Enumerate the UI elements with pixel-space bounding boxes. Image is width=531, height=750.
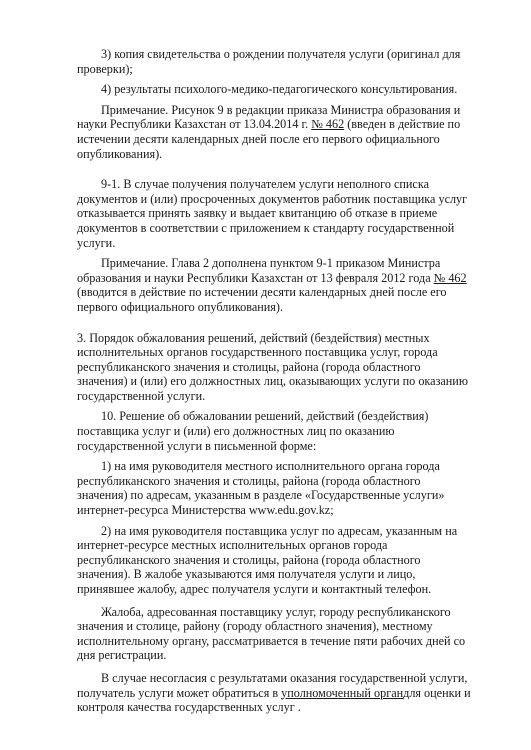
document-page: [77, 47, 473, 715]
note-chapter-2: [77, 256, 473, 314]
order-462-link[interactable]: № 462: [433, 270, 467, 285]
order-462-link[interactable]: № 462: [311, 117, 345, 132]
section-3-heading: 3. Порядок обжалования решений, действий (бездействия) местных исполнительных органов государственного поставщика услуг, города республиканского значения и столицы, района (города областного значения) и (или) его должностных лиц, оказывающих услуги по оказанию государственной услуги.: [77, 330, 468, 403]
clause-10: 10. Решение об обжаловании решений, действий (бездействия) поставщика услуг и (или) его должностных лиц по оказанию государственной услуги в письменной форме:: [77, 409, 429, 453]
item-3-birth-certificate: 3) копия свидетельства о рождении получателя услуги (оригинал для проверки);: [77, 47, 461, 76]
note-text: (вводится в действие по истечении десяти календарных дней после его первого официального опубликования).: [77, 285, 447, 314]
clause-10-item-2: 2) на имя руководителя поставщика услуг по адресам, указанным на интернет-ресурсе местных исполнительных органов города республиканского значения и столицы, района (города областного значения). В жалобе указываются имя получателя услуги и лицо, принявшее жалобу, адрес получателя услуги и контактный телефон.: [77, 523, 458, 596]
note-text: Примечание. Рисунок 9 в редакции приказа Министра образования и науки Республики Казахстан от 13.04.2014 г.: [77, 102, 461, 132]
clause-10-item-1: 1) на имя руководителя местного исполнительного органа города республиканского значения и столицы, района (города областного значения) по адресам, указанным в разделе «Государственные услуги» интернет-ресурса Министерства www.edu.gov.kz;: [77, 459, 445, 518]
item-4-pmpk-results: 4) результаты психолого-медико-педагогического консультирования.: [101, 82, 458, 97]
complaint-review-paragraph: Жалоба, адресованная поставщику услуг, городу республиканского значения и столице, району (городу областного значения), местному исполнительному органу, рассматривается в течение пяти рабочих дней со дня регистрации.: [77, 604, 466, 663]
clause-9-1: 9-1. В случае получения получателем услуги неполного списка документов и (или) просроченных документов работник поставщика услуг отказывается принять заявку и выдает квитанцию об отказе в приеме документов в соответствии с приложением к стандарту государственной услуги.: [77, 177, 468, 250]
paragraph-text: для оценки и контроля качества государственных услуг .: [77, 685, 471, 715]
disagreement-paragraph: [77, 671, 473, 715]
note-text: (введен в действие по истечении десяти календарных дней после его первого официального опубликования).: [77, 117, 461, 161]
authorized-body-link[interactable]: уполномоченный орган: [281, 685, 404, 700]
note-figure-9: [77, 103, 473, 161]
paragraph-text: В случае несогласия с результатами оказания государственной услуги, получатель услуги может обратиться в: [77, 670, 468, 700]
note-text: Примечание. Глава 2 дополнена пунктом 9-1 приказом Министра образования и науки Республики Казахстан от 13 февраля 2012 года: [77, 256, 441, 285]
